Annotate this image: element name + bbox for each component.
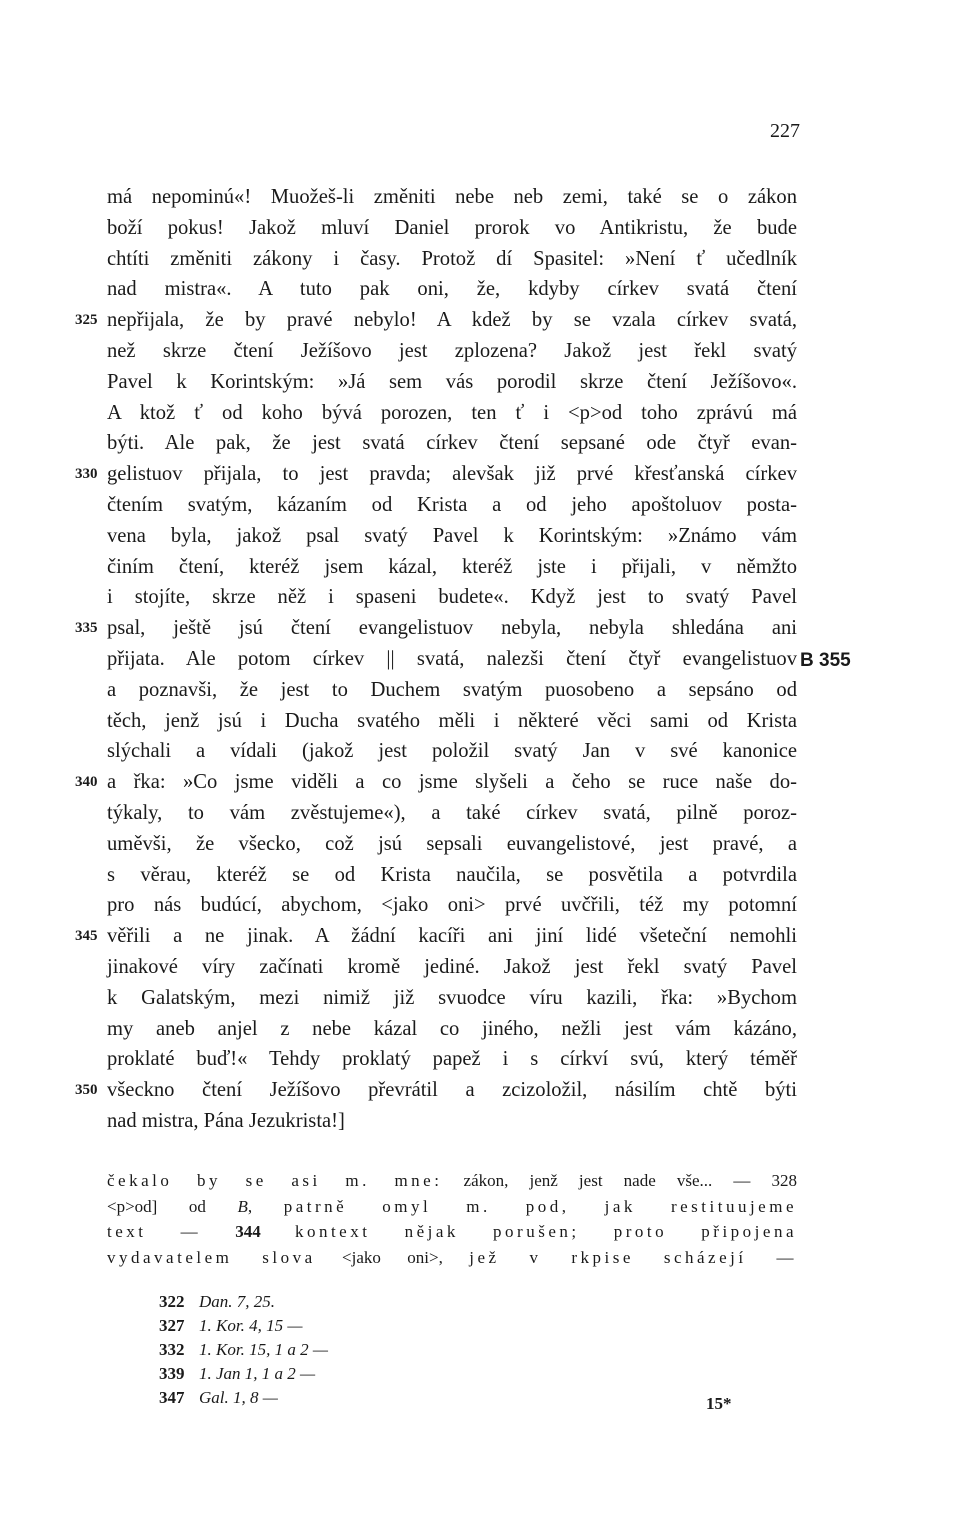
footnote-text: <jako oni>, bbox=[315, 1247, 470, 1267]
line-text: věřili a ne jinak. A žádní kacíři ani jiní lidé všeteční nemohli bbox=[107, 925, 797, 948]
text-line bbox=[107, 675, 797, 706]
footnote-line bbox=[107, 1245, 797, 1271]
text-line bbox=[107, 490, 797, 521]
line-number: 340 bbox=[75, 774, 98, 791]
reference-citation: 1. Jan 1, 1 a 2 — bbox=[199, 1364, 316, 1383]
footnote-text: zákon, jenž jest nade vše... — 328 bbox=[442, 1171, 797, 1190]
reference-line-number: 322 bbox=[159, 1292, 185, 1311]
text-line bbox=[75, 921, 797, 952]
text-line bbox=[75, 613, 797, 644]
line-text: nepřijala, že by pravé nebylo! A kdež by se vzala církev svatá, bbox=[107, 309, 797, 332]
reference-line-number: 332 bbox=[159, 1340, 185, 1359]
text-line bbox=[107, 244, 797, 275]
text-line bbox=[107, 860, 797, 891]
text-line bbox=[107, 428, 797, 459]
text-line bbox=[75, 305, 797, 336]
text-line bbox=[107, 644, 797, 675]
text-line bbox=[107, 582, 797, 613]
text-line bbox=[107, 274, 797, 305]
footnote-text: kontext nějak porušen; proto připojena bbox=[260, 1222, 797, 1241]
line-text: a řka: »Co jsme viděli a co jsme slyšeli a čeho se ruce naše do- bbox=[107, 771, 797, 794]
line-text: přijata. Ale potom církev || svatá, nalezši čtení čtyř evangelistuov bbox=[107, 647, 797, 670]
line-text: gelistuov přijala, to jest pravda; alevšak již prvé křesťanská církev bbox=[107, 463, 797, 486]
line-text: býti. Ale pak, že jest svatá církev čtení sepsané ode čtyř evan- bbox=[107, 432, 797, 455]
signature-mark: 15* bbox=[706, 1394, 732, 1413]
text-line bbox=[75, 1075, 797, 1106]
line-text: my aneb anjel z nebe kázal co jiného, nežli jest vám kázáno, bbox=[107, 1017, 797, 1040]
line-text: s věrau, kteréž se od Krista naučila, se posvětila a potvrdila bbox=[107, 863, 797, 886]
footnote-line bbox=[107, 1168, 797, 1194]
main-text bbox=[75, 182, 797, 1137]
text-line bbox=[107, 798, 797, 829]
line-text: než skrze čtení Ježíšovo jest zplozena? Jakož jest řekl svatý bbox=[107, 339, 797, 362]
text-line bbox=[107, 983, 797, 1014]
line-text: uměvši, že všecko, což jsú sepsali euvangelistové, jest pravé, a bbox=[107, 832, 797, 855]
reference-citation: Dan. 7, 25. bbox=[199, 1292, 276, 1311]
line-number: 345 bbox=[75, 928, 98, 945]
text-line bbox=[75, 767, 797, 798]
line-text: vena byla, jakož psal svatý Pavel k Korintským: »Známo vám bbox=[107, 524, 797, 547]
text-line bbox=[107, 182, 797, 213]
line-text: týkaly, to vám zvěstujeme«), a také církev svatá, pilně poroz- bbox=[107, 801, 797, 824]
footnote-line bbox=[107, 1194, 797, 1220]
bible-references bbox=[159, 1290, 328, 1410]
text-line bbox=[107, 829, 797, 860]
line-text: i stojíte, skrze něž i spaseni budete«. Když jest to svatý Pavel bbox=[107, 586, 797, 609]
line-text: jinakové víry začínati kromě jediné. Jakož jest řekl svatý Pavel bbox=[107, 955, 797, 978]
margin-reference: B 355 bbox=[800, 650, 851, 671]
reference-citation: Gal. 1, 8 — bbox=[199, 1388, 278, 1407]
footnote-text: <p>od] od bbox=[107, 1196, 206, 1216]
line-text: činím čtení, kteréž jsem kázal, kteréž jste i přijali, v němžto bbox=[107, 555, 797, 578]
text-line bbox=[107, 398, 797, 429]
line-text: proklaté buď!« Tehdy proklatý papež i s církví svú, který téměř bbox=[107, 1048, 797, 1071]
line-text: těch, jenž jsú i Ducha svatého měli i některé věci sami od Krista bbox=[107, 709, 797, 732]
line-text: má nepominú«! Muožeš-li změniti nebe neb zemi, také se o zákon bbox=[107, 186, 797, 208]
line-text: boží pokus! Jakož mluví Daniel prorok vo Antikristu, že bude bbox=[107, 216, 797, 239]
text-line bbox=[107, 1014, 797, 1045]
footnote-text: B bbox=[237, 1196, 248, 1216]
footnote-line bbox=[107, 1219, 797, 1245]
line-text: Pavel k Korintským: »Já sem vás porodil skrze čtení Ježíšovo«. bbox=[107, 370, 797, 393]
line-text: nad mistra, Pána Jezukrista!] bbox=[107, 1109, 345, 1132]
line-number: 325 bbox=[75, 312, 98, 329]
reference-item bbox=[159, 1314, 328, 1338]
line-text: čtením svatým, kázaním od Krista a od jeho apoštoluov posta- bbox=[107, 493, 797, 516]
page-number: 227 bbox=[770, 120, 800, 142]
text-line bbox=[107, 706, 797, 737]
footnote-text: čekalo by se asi m. mne: bbox=[107, 1171, 443, 1190]
text-line bbox=[107, 1044, 797, 1075]
text-line bbox=[107, 1106, 797, 1137]
footnote-text: vydavatelem slova bbox=[107, 1247, 316, 1267]
footnote-text: , bbox=[247, 1196, 284, 1216]
reference-item bbox=[159, 1362, 328, 1386]
line-number: 350 bbox=[75, 1082, 98, 1099]
line-text: chtíti změniti zákony i časy. Protož dí Spasitel: »Není ť učedlník bbox=[107, 247, 797, 270]
line-text: všeckno čtení Ježíšovo převrátil a zcizoložil, násilím chtě býti bbox=[107, 1079, 797, 1102]
footnote-text: text — bbox=[107, 1222, 236, 1241]
line-text: pro nás budúcí, abychom, <jako oni> prvé uvčřili, též my potomní bbox=[107, 894, 797, 917]
line-text: slýchali a vídali (jakož jest položil svatý Jan v své kanonice bbox=[107, 740, 797, 763]
text-line bbox=[107, 890, 797, 921]
line-text: A ktož ť od koho bývá porozen, ten ť i <p>od toho zprávú má bbox=[107, 401, 797, 424]
reference-item bbox=[159, 1386, 328, 1410]
reference-item bbox=[159, 1290, 328, 1314]
text-line bbox=[107, 952, 797, 983]
text-line bbox=[107, 521, 797, 552]
reference-line-number: 347 bbox=[159, 1388, 185, 1407]
footnotes bbox=[107, 1168, 797, 1270]
reference-citation: 1. Kor. 4, 15 — bbox=[199, 1316, 303, 1335]
line-number: 335 bbox=[75, 620, 98, 637]
reference-line-number: 327 bbox=[159, 1316, 185, 1335]
reference-line-number: 339 bbox=[159, 1364, 185, 1383]
line-text: k Galatským, mezi nimiž již svuodce víru kazili, řka: »Bychom bbox=[107, 986, 797, 1009]
footnote-text: jež v rkpise scházejí — bbox=[469, 1247, 797, 1267]
line-text: psal, ještě jsú čtení evangelistuov nebyla, nebyla shledána ani bbox=[107, 617, 797, 640]
reference-item bbox=[159, 1338, 328, 1362]
line-text: nad mistra«. A tuto pak oni, že, kdyby církev svatá čtení bbox=[107, 278, 797, 301]
footnote-text: patrně omyl m. pod, jak restituujeme bbox=[283, 1196, 797, 1216]
line-text: a poznavši, že jest to Duchem svatým puosobeno a sepsáno od bbox=[107, 678, 797, 701]
text-line bbox=[107, 213, 797, 244]
text-line bbox=[107, 336, 797, 367]
text-line bbox=[75, 459, 797, 490]
text-line bbox=[107, 736, 797, 767]
footnote-text: 344 bbox=[235, 1222, 261, 1241]
text-line bbox=[107, 552, 797, 583]
line-number: 330 bbox=[75, 466, 98, 483]
reference-citation: 1. Kor. 15, 1 a 2 — bbox=[199, 1340, 328, 1359]
text-line bbox=[107, 367, 797, 398]
